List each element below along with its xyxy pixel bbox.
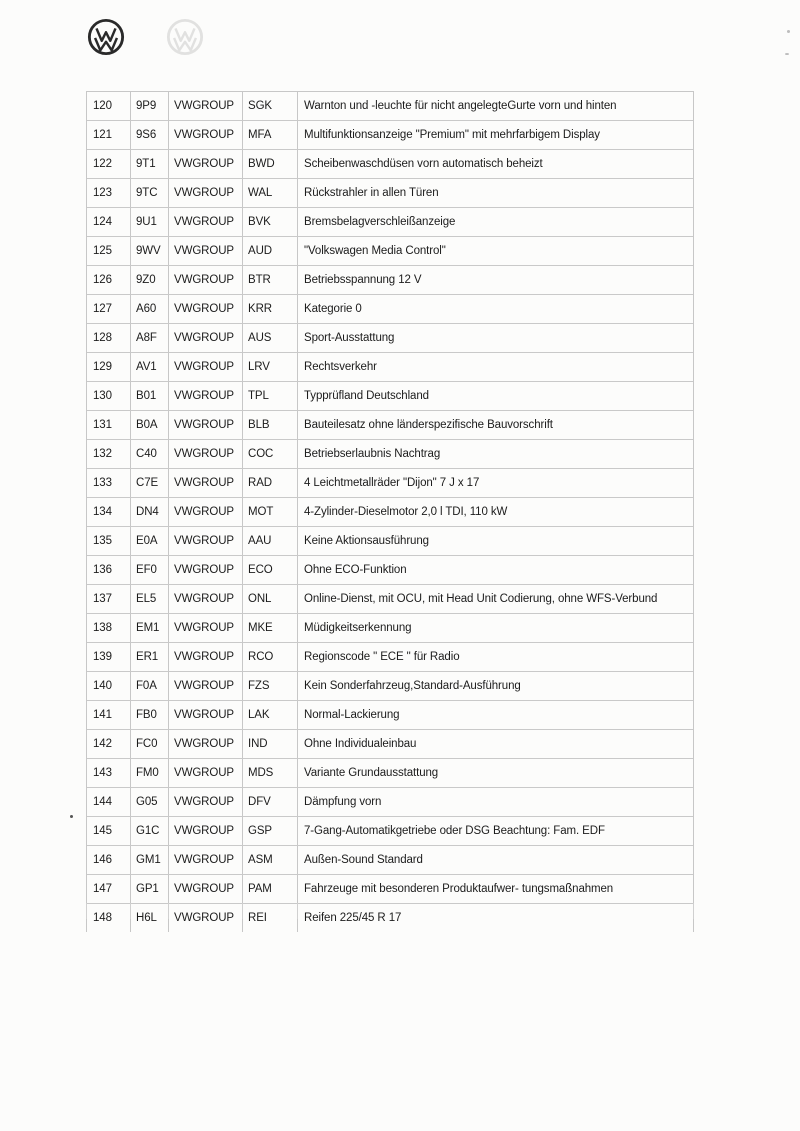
- row-number-cell: 142: [87, 730, 131, 758]
- pr-code-cell: H6L: [131, 904, 169, 932]
- group-name-cell: VWGROUP: [169, 179, 243, 207]
- vw-logo: [87, 18, 125, 56]
- group-name-cell: VWGROUP: [169, 295, 243, 323]
- group-name-cell: VWGROUP: [169, 701, 243, 729]
- group-name-cell: VWGROUP: [169, 527, 243, 555]
- group-name-cell: VWGROUP: [169, 904, 243, 932]
- row-number-cell: 132: [87, 440, 131, 468]
- pr-code-cell: AV1: [131, 353, 169, 381]
- description-cell: Dämpfung vorn: [304, 796, 382, 808]
- row-number-cell: 144: [87, 788, 131, 816]
- pr-code-cell: FB0: [131, 701, 169, 729]
- group-name-cell: VWGROUP: [169, 469, 243, 497]
- row-number-cell: 131: [87, 411, 131, 439]
- pr-code-cell: F0A: [131, 672, 169, 700]
- description-cell: Multifunktionsanzeige "Premium" mit mehrfarbigem Display: [304, 129, 600, 141]
- description-cell: Kategorie 0: [304, 303, 362, 315]
- description-cell: Betriebserlaubnis Nachtrag: [304, 448, 441, 460]
- family-code-cell: BWD: [243, 150, 298, 178]
- group-name-cell: VWGROUP: [169, 556, 243, 584]
- vw-logo-faded: [166, 18, 204, 56]
- row-number-cell: 147: [87, 875, 131, 903]
- family-code-cell: AAU: [243, 527, 298, 555]
- group-name-cell: VWGROUP: [169, 92, 243, 120]
- description-cell: Rechtsverkehr: [304, 361, 377, 373]
- table-row: [87, 353, 693, 382]
- table-row: [87, 817, 693, 846]
- family-code-cell: AUS: [243, 324, 298, 352]
- table-row: [87, 759, 693, 788]
- description-cell: Regionscode " ECE " für Radio: [304, 651, 460, 663]
- row-number-cell: 121: [87, 121, 131, 149]
- group-name-cell: VWGROUP: [169, 817, 243, 845]
- row-number-cell: 122: [87, 150, 131, 178]
- description-cell: Online-Dienst, mit OCU, mit Head Unit Codierung, ohne WFS-Verbund: [304, 593, 658, 605]
- row-number-cell: 136: [87, 556, 131, 584]
- group-name-cell: VWGROUP: [169, 237, 243, 265]
- description-cell: Bremsbelagverschleißanzeige: [304, 216, 456, 228]
- family-code-cell: WAL: [243, 179, 298, 207]
- family-code-cell: PAM: [243, 875, 298, 903]
- table-row: [87, 672, 693, 701]
- description-cell: Warnton und -leuchte für nicht angelegteGurte vorn und hinten: [304, 100, 617, 112]
- row-number-cell: 129: [87, 353, 131, 381]
- row-number-cell: 133: [87, 469, 131, 497]
- description-cell: Kein Sonderfahrzeug,Standard-Ausführung: [304, 680, 521, 692]
- description-cell: Keine Aktionsausführung: [304, 535, 429, 547]
- group-name-cell: VWGROUP: [169, 266, 243, 294]
- row-number-cell: 140: [87, 672, 131, 700]
- group-name-cell: VWGROUP: [169, 759, 243, 787]
- equipment-table: [86, 91, 694, 932]
- table-row: [87, 614, 693, 643]
- pr-code-cell: EL5: [131, 585, 169, 613]
- group-name-cell: VWGROUP: [169, 846, 243, 874]
- group-name-cell: VWGROUP: [169, 788, 243, 816]
- description-cell: Reifen 225/45 R 17: [304, 912, 402, 924]
- table-row: [87, 121, 693, 150]
- description-cell: Außen-Sound Standard: [304, 854, 423, 866]
- row-number-cell: 128: [87, 324, 131, 352]
- description-cell: Müdigkeitserkennung: [304, 622, 412, 634]
- family-code-cell: TPL: [243, 382, 298, 410]
- row-number-cell: 134: [87, 498, 131, 526]
- description-cell: Ohne ECO-Funktion: [304, 564, 407, 576]
- family-code-cell: AUD: [243, 237, 298, 265]
- family-code-cell: REI: [243, 904, 298, 932]
- pr-code-cell: A8F: [131, 324, 169, 352]
- group-name-cell: VWGROUP: [169, 498, 243, 526]
- pr-code-cell: B0A: [131, 411, 169, 439]
- description-cell: 4 Leichtmetallräder "Dijon" 7 J x 17: [304, 477, 480, 489]
- family-code-cell: LAK: [243, 701, 298, 729]
- family-code-cell: MKE: [243, 614, 298, 642]
- pr-code-cell: 9P9: [131, 92, 169, 120]
- family-code-cell: BLB: [243, 411, 298, 439]
- pr-code-cell: C40: [131, 440, 169, 468]
- group-name-cell: VWGROUP: [169, 875, 243, 903]
- group-name-cell: VWGROUP: [169, 353, 243, 381]
- table-row: [87, 179, 693, 208]
- group-name-cell: VWGROUP: [169, 208, 243, 236]
- family-code-cell: MOT: [243, 498, 298, 526]
- table-row: [87, 382, 693, 411]
- group-name-cell: VWGROUP: [169, 672, 243, 700]
- group-name-cell: VWGROUP: [169, 440, 243, 468]
- family-code-cell: MFA: [243, 121, 298, 149]
- group-name-cell: VWGROUP: [169, 411, 243, 439]
- family-code-cell: RAD: [243, 469, 298, 497]
- family-code-cell: ASM: [243, 846, 298, 874]
- table-row: [87, 585, 693, 614]
- family-code-cell: ECO: [243, 556, 298, 584]
- family-code-cell: MDS: [243, 759, 298, 787]
- family-code-cell: RCO: [243, 643, 298, 671]
- scan-speck: [70, 815, 73, 818]
- row-number-cell: 146: [87, 846, 131, 874]
- group-name-cell: VWGROUP: [169, 585, 243, 613]
- family-code-cell: BTR: [243, 266, 298, 294]
- row-number-cell: 130: [87, 382, 131, 410]
- pr-code-cell: C7E: [131, 469, 169, 497]
- pr-code-cell: FC0: [131, 730, 169, 758]
- row-number-cell: 123: [87, 179, 131, 207]
- pr-code-cell: 9Z0: [131, 266, 169, 294]
- description-cell: Typprüfland Deutschland: [304, 390, 429, 402]
- row-number-cell: 148: [87, 904, 131, 932]
- row-number-cell: 138: [87, 614, 131, 642]
- description-cell: 4-Zylinder-Dieselmotor 2,0 l TDI, 110 kW: [304, 506, 508, 518]
- family-code-cell: KRR: [243, 295, 298, 323]
- pr-code-cell: G05: [131, 788, 169, 816]
- description-cell: Sport-Ausstattung: [304, 332, 395, 344]
- row-number-cell: 143: [87, 759, 131, 787]
- description-cell: Normal-Lackierung: [304, 709, 400, 721]
- table-row: [87, 208, 693, 237]
- group-name-cell: VWGROUP: [169, 382, 243, 410]
- table-row: [87, 730, 693, 759]
- table-row: [87, 498, 693, 527]
- family-code-cell: COC: [243, 440, 298, 468]
- pr-code-cell: 9TC: [131, 179, 169, 207]
- pr-code-cell: B01: [131, 382, 169, 410]
- pr-code-cell: GP1: [131, 875, 169, 903]
- table-row: [87, 440, 693, 469]
- pr-code-cell: ER1: [131, 643, 169, 671]
- table-row: [87, 875, 693, 904]
- pr-code-cell: FM0: [131, 759, 169, 787]
- family-code-cell: SGK: [243, 92, 298, 120]
- table-row: [87, 92, 693, 121]
- row-number-cell: 141: [87, 701, 131, 729]
- pr-code-cell: 9T1: [131, 150, 169, 178]
- pr-code-cell: DN4: [131, 498, 169, 526]
- table-row: [87, 295, 693, 324]
- group-name-cell: VWGROUP: [169, 730, 243, 758]
- pr-code-cell: 9WV: [131, 237, 169, 265]
- row-number-cell: 135: [87, 527, 131, 555]
- pr-code-cell: EF0: [131, 556, 169, 584]
- group-name-cell: VWGROUP: [169, 324, 243, 352]
- description-cell: Ohne Individualeinbau: [304, 738, 417, 750]
- row-number-cell: 139: [87, 643, 131, 671]
- family-code-cell: FZS: [243, 672, 298, 700]
- pr-code-cell: EM1: [131, 614, 169, 642]
- description-cell: Bauteilesatz ohne länderspezifische Bauvorschrift: [304, 419, 553, 431]
- family-code-cell: LRV: [243, 353, 298, 381]
- table-row: [87, 701, 693, 730]
- description-cell: Betriebsspannung 12 V: [304, 274, 422, 286]
- table-row: [87, 324, 693, 353]
- row-number-cell: 137: [87, 585, 131, 613]
- row-number-cell: 145: [87, 817, 131, 845]
- table-row: [87, 150, 693, 179]
- row-number-cell: 120: [87, 92, 131, 120]
- group-name-cell: VWGROUP: [169, 614, 243, 642]
- description-cell: "Volkswagen Media Control": [304, 245, 446, 257]
- pr-code-cell: E0A: [131, 527, 169, 555]
- row-number-cell: 127: [87, 295, 131, 323]
- family-code-cell: ONL: [243, 585, 298, 613]
- pr-code-cell: GM1: [131, 846, 169, 874]
- row-number-cell: 125: [87, 237, 131, 265]
- pr-code-cell: 9U1: [131, 208, 169, 236]
- table-row: [87, 556, 693, 585]
- table-row: [87, 788, 693, 817]
- pr-code-cell: 9S6: [131, 121, 169, 149]
- family-code-cell: IND: [243, 730, 298, 758]
- scan-speck: [787, 30, 790, 33]
- pr-code-cell: G1C: [131, 817, 169, 845]
- table-row: [87, 266, 693, 295]
- group-name-cell: VWGROUP: [169, 150, 243, 178]
- table-row: [87, 237, 693, 266]
- group-name-cell: VWGROUP: [169, 643, 243, 671]
- description-cell: Variante Grundausstattung: [304, 767, 439, 779]
- family-code-cell: GSP: [243, 817, 298, 845]
- row-number-cell: 126: [87, 266, 131, 294]
- table-row: [87, 469, 693, 498]
- scan-speck: [785, 53, 789, 55]
- table-row: [87, 846, 693, 875]
- family-code-cell: DFV: [243, 788, 298, 816]
- description-cell: Fahrzeuge mit besonderen Produktaufwer- tungsmaßnahmen: [304, 883, 614, 895]
- table-tail: [86, 903, 694, 919]
- table-row: [87, 527, 693, 556]
- group-name-cell: VWGROUP: [169, 121, 243, 149]
- pr-code-cell: A60: [131, 295, 169, 323]
- description-cell: Rückstrahler in allen Türen: [304, 187, 439, 199]
- row-number-cell: 124: [87, 208, 131, 236]
- table-row: [87, 643, 693, 672]
- family-code-cell: BVK: [243, 208, 298, 236]
- description-cell: 7-Gang-Automatikgetriebe oder DSG Beachtung: Fam. EDF: [304, 825, 605, 837]
- table-row: [87, 411, 693, 440]
- description-cell: Scheibenwaschdüsen vorn automatisch beheizt: [304, 158, 543, 170]
